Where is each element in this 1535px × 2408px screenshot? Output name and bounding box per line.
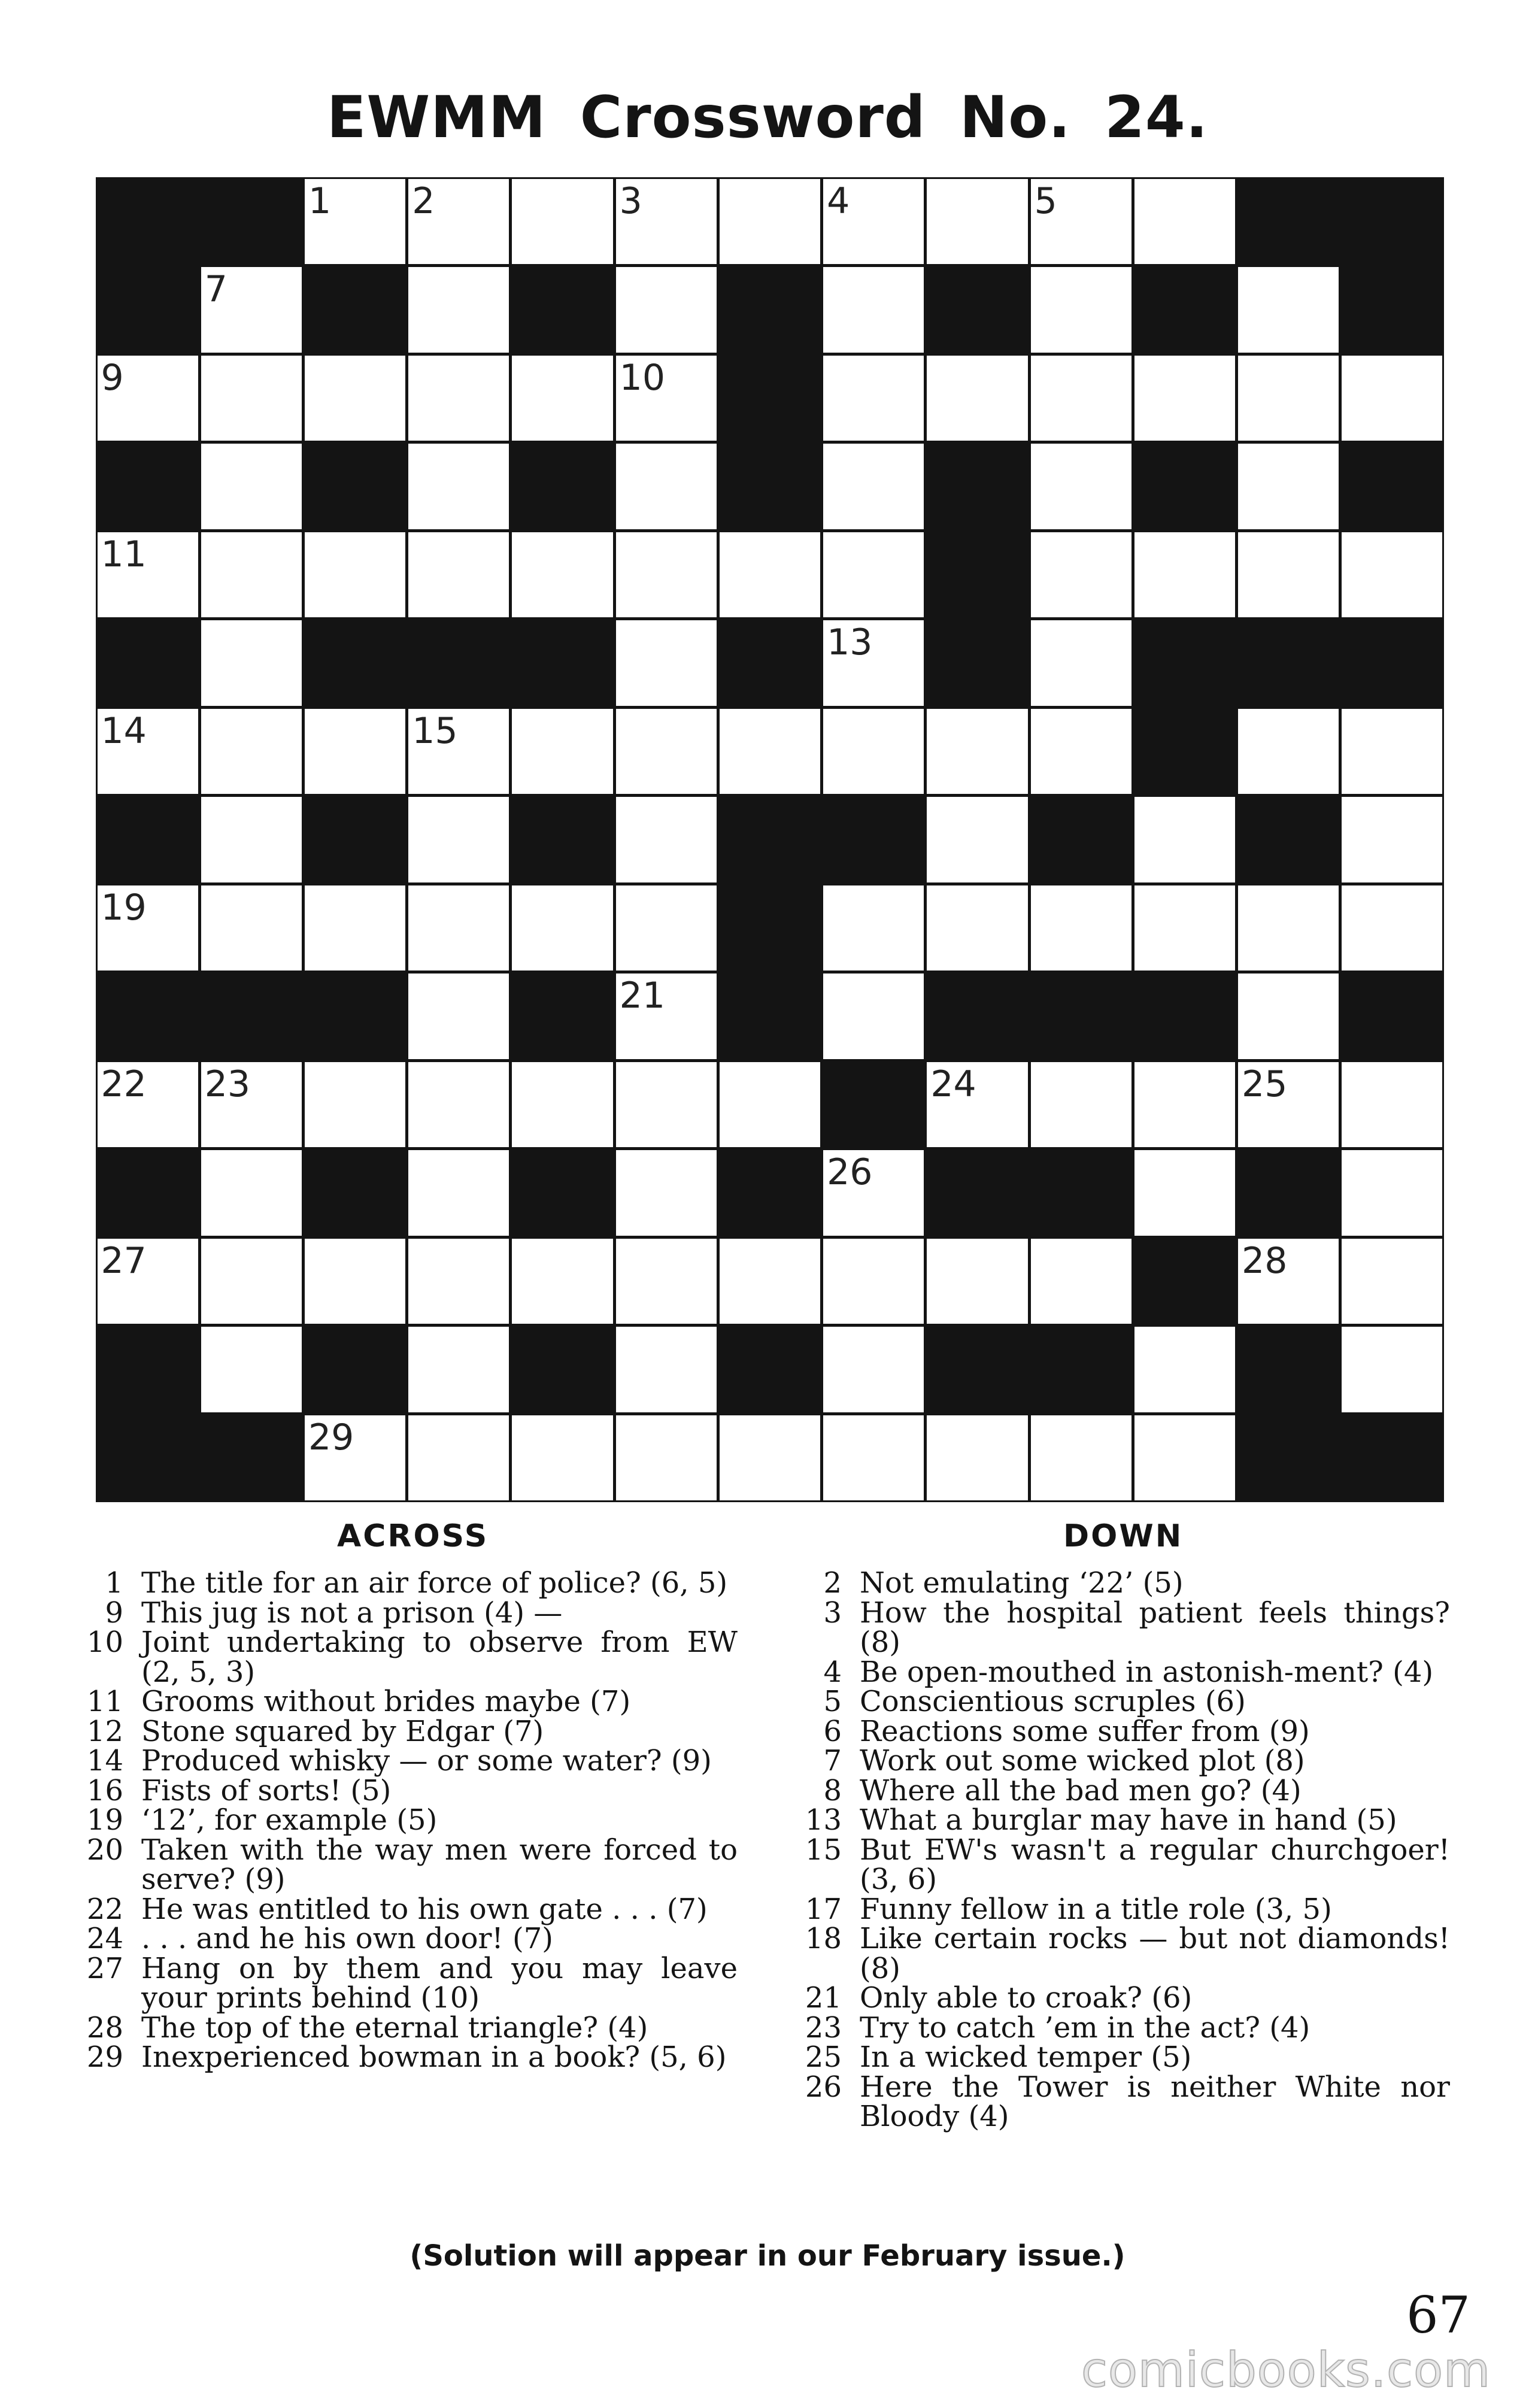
clue-text: Here the Tower is neither White nor Bloody (4): [860, 2070, 1450, 2133]
grid-cell[interactable]: [408, 973, 509, 1059]
grid-cell[interactable]: [1031, 885, 1131, 971]
clue-number: 19: [86, 1803, 123, 1837]
cell-number: 27: [101, 1239, 147, 1282]
grid-cell[interactable]: [98, 356, 198, 441]
cell-number: 9: [101, 356, 124, 399]
clue-number: 9: [105, 1596, 123, 1630]
across-clue: [84, 2010, 738, 2045]
grid-cell[interactable]: [1031, 356, 1131, 441]
grid-cell[interactable]: [98, 709, 198, 794]
down-clue: [802, 1773, 1450, 1807]
grid-cell[interactable]: [1238, 267, 1339, 353]
cell-number: 22: [101, 1063, 147, 1105]
grid-cell[interactable]: [823, 885, 924, 971]
cell-number: 23: [204, 1063, 251, 1105]
grid-cell[interactable]: [1031, 709, 1131, 794]
grid-cell[interactable]: [512, 1239, 612, 1324]
grid-cell[interactable]: [305, 356, 405, 441]
grid-cell[interactable]: [408, 1150, 509, 1236]
grid-cell[interactable]: [408, 532, 509, 618]
grid-cell[interactable]: [408, 709, 509, 794]
grid-cell[interactable]: [512, 179, 612, 265]
clue-text: Try to catch ’em in the act? (4): [860, 2010, 1310, 2045]
grid-cell[interactable]: [201, 620, 302, 706]
clue-text: Stone squared by Edgar (7): [141, 1714, 544, 1748]
cell-number: 13: [827, 621, 873, 664]
grid-cell[interactable]: [512, 356, 612, 441]
grid-cell[interactable]: [1342, 1327, 1442, 1412]
grid-cell[interactable]: [305, 1062, 405, 1148]
grid-cell[interactable]: [98, 532, 198, 618]
grid-cell[interactable]: [512, 532, 612, 618]
grid-cell[interactable]: [1238, 532, 1339, 618]
grid-cell[interactable]: [512, 885, 612, 971]
cell-number: 25: [1242, 1063, 1288, 1105]
clue-number: 11: [86, 1685, 123, 1718]
grid-cell[interactable]: [1134, 179, 1235, 265]
grid-cell[interactable]: [616, 444, 717, 529]
clue-text: Work out some wicked plot (8): [860, 1744, 1305, 1778]
clue-number: 3: [823, 1596, 842, 1630]
grid-cell[interactable]: [201, 1150, 302, 1236]
grid-cell[interactable]: [408, 1239, 509, 1324]
across-clue: [84, 1951, 738, 2015]
clue-text: Taken with the way men were forced to serve? (9): [141, 1833, 738, 1896]
clue-number: 26: [805, 2070, 842, 2104]
grid-cell[interactable]: [201, 532, 302, 618]
clue-number: 1: [105, 1566, 123, 1600]
across-clue: [84, 1746, 738, 1776]
grid-cell[interactable]: [305, 179, 405, 265]
grid-cell[interactable]: [201, 797, 302, 882]
down-clue: [802, 1596, 1450, 1659]
grid-cell[interactable]: [305, 709, 405, 794]
cell-number: 10: [619, 356, 665, 399]
grid-cell[interactable]: [512, 1415, 612, 1501]
grid-cell[interactable]: [408, 797, 509, 882]
grid-cell[interactable]: [512, 1062, 612, 1148]
clue-text: But EW's wasn't a regular churchgoer! (3, 6): [860, 1833, 1450, 1896]
down-clue: [802, 2010, 1450, 2045]
across-clue: [84, 1924, 738, 1954]
grid-cell[interactable]: [408, 179, 509, 265]
across-clue: [84, 1687, 738, 1717]
grid-cell[interactable]: [616, 356, 717, 441]
grid-cell[interactable]: [720, 709, 820, 794]
grid-cell[interactable]: [1031, 179, 1131, 265]
down-clue: [802, 2070, 1450, 2133]
grid-cell[interactable]: [616, 620, 717, 706]
clue-number: 16: [86, 1773, 123, 1807]
across-clue: [84, 1566, 738, 1600]
grid-cell[interactable]: [98, 1062, 198, 1148]
down-clue: [802, 1566, 1450, 1600]
grid-cell[interactable]: [1134, 1062, 1235, 1148]
grid-cell[interactable]: [1342, 1062, 1442, 1148]
down-clue: [802, 1803, 1450, 1837]
clue-number: 13: [805, 1803, 842, 1837]
grid-cell[interactable]: [823, 620, 924, 706]
clue-number: 5: [823, 1685, 842, 1718]
grid-cell[interactable]: [616, 1239, 717, 1324]
grid-cell[interactable]: [823, 267, 924, 353]
clue-number: 6: [823, 1714, 842, 1748]
grid-cell[interactable]: [408, 267, 509, 353]
grid-cell[interactable]: [720, 1239, 820, 1324]
solution-note: (Solution will appear in our February issue.): [409, 2239, 1126, 2273]
grid-cell[interactable]: [1238, 709, 1339, 794]
grid-cell[interactable]: [616, 1062, 717, 1148]
grid-cell[interactable]: [1031, 1062, 1131, 1148]
grid-cell[interactable]: [408, 1062, 509, 1148]
down-clue-list: [802, 1566, 1450, 2133]
clue-number: 27: [86, 1951, 123, 1985]
grid-cell[interactable]: [823, 356, 924, 441]
grid-cell[interactable]: [927, 885, 1027, 971]
down-heading: DOWN: [1063, 1518, 1184, 1554]
grid-cell[interactable]: [1134, 1415, 1235, 1501]
clue-number: 28: [86, 2010, 123, 2045]
clue-text: Be open-mouthed in astonish-ment? (4): [860, 1655, 1434, 1689]
clue-number: 24: [86, 1922, 123, 1955]
clue-text: Funny fellow in a title role (3, 5): [860, 1892, 1332, 1926]
grid-cell[interactable]: [927, 1415, 1027, 1501]
grid-cell[interactable]: [1342, 709, 1442, 794]
clue-number: 4: [823, 1655, 842, 1689]
clue-text: Grooms without brides maybe (7): [141, 1685, 631, 1718]
clue-number: 15: [805, 1833, 842, 1867]
grid-cell[interactable]: [1238, 973, 1339, 1059]
clue-text: How the hospital patient feels things? (8): [860, 1596, 1450, 1659]
cell-number: 4: [827, 180, 850, 222]
down-clue: [802, 2040, 1450, 2074]
cell-number: 14: [101, 709, 147, 752]
clue-text: Hang on by them and you may leave your prints behind (10): [141, 1951, 738, 2015]
clue-text: . . . and he his own door! (7): [141, 1922, 553, 1955]
grid-cell[interactable]: [616, 973, 717, 1059]
grid-cell[interactable]: [1342, 797, 1442, 882]
grid-cell[interactable]: [1134, 532, 1235, 618]
grid-cell[interactable]: [1342, 356, 1442, 441]
grid-cell[interactable]: [201, 885, 302, 971]
cell-number: 29: [308, 1416, 354, 1458]
clue-number: 25: [805, 2040, 842, 2074]
grid-cell[interactable]: [927, 356, 1027, 441]
grid-cell[interactable]: [1342, 885, 1442, 971]
down-clue: [802, 1655, 1450, 1689]
down-clue: [802, 1833, 1450, 1896]
grid-cell[interactable]: [1134, 1327, 1235, 1412]
grid-cell[interactable]: [1031, 267, 1131, 353]
clue-number: 21: [805, 1981, 842, 2015]
cell-number: 7: [204, 268, 227, 311]
clue-text: Conscientious scruples (6): [860, 1685, 1246, 1718]
grid-cell[interactable]: [408, 885, 509, 971]
grid-cell[interactable]: [927, 797, 1027, 882]
grid-cell[interactable]: [616, 179, 717, 265]
grid-cell[interactable]: [1134, 797, 1235, 882]
grid-cell[interactable]: [1342, 532, 1442, 618]
clue-number: 12: [86, 1714, 123, 1748]
down-clue: [802, 1924, 1450, 1984]
clue-text: Joint undertaking to observe from EW (2, 5, 3): [141, 1625, 738, 1689]
grid-cell[interactable]: [98, 1239, 198, 1324]
cell-number: 26: [827, 1151, 873, 1194]
grid-cell[interactable]: [616, 709, 717, 794]
clue-number: 10: [86, 1625, 123, 1659]
down-clue: [802, 1981, 1450, 2015]
grid-cell[interactable]: [1238, 444, 1339, 529]
grid-cell[interactable]: [1134, 356, 1235, 441]
grid-cell[interactable]: [1238, 1062, 1339, 1148]
grid-cell[interactable]: [201, 709, 302, 794]
grid-cell[interactable]: [201, 356, 302, 441]
clue-number: 29: [86, 2040, 123, 2074]
cell-number: 1: [308, 180, 332, 222]
clue-number: 18: [805, 1922, 842, 1955]
clue-text: The title for an air force of police? (6, 5): [141, 1566, 728, 1600]
grid-cell[interactable]: [823, 1327, 924, 1412]
cell-number: 19: [101, 886, 147, 929]
clue-number: 14: [86, 1744, 123, 1778]
cell-number: 5: [1034, 180, 1057, 222]
down-clue: [802, 1892, 1450, 1926]
grid-cell[interactable]: [1134, 885, 1235, 971]
crossword-grid: [96, 177, 1444, 1502]
grid-cell[interactable]: [720, 179, 820, 265]
grid-cell[interactable]: [201, 1062, 302, 1148]
grid-cell[interactable]: [408, 444, 509, 529]
grid-cell[interactable]: [305, 1415, 405, 1501]
grid-cell[interactable]: [823, 1415, 924, 1501]
grid-cell[interactable]: [201, 1327, 302, 1412]
grid-cell[interactable]: [927, 1062, 1027, 1148]
clue-number: 7: [823, 1744, 842, 1778]
grid-cell[interactable]: [408, 1415, 509, 1501]
grid-cell[interactable]: [720, 532, 820, 618]
clue-text: Only able to croak? (6): [860, 1981, 1193, 2015]
clue-text: Not emulating ‘22’ (5): [860, 1566, 1184, 1600]
grid-cell[interactable]: [98, 885, 198, 971]
grid-cell[interactable]: [201, 444, 302, 529]
grid-cell[interactable]: [616, 1150, 717, 1236]
clue-number: 23: [805, 2010, 842, 2045]
grid-cell[interactable]: [1031, 620, 1131, 706]
grid-cell[interactable]: [616, 885, 717, 971]
across-clue-list: [84, 1566, 738, 2074]
cell-number: 21: [619, 975, 665, 1017]
grid-cell[interactable]: [1238, 885, 1339, 971]
clue-number: 2: [823, 1566, 842, 1600]
grid-cell[interactable]: [201, 1239, 302, 1324]
clue-number: 22: [86, 1892, 123, 1926]
grid-cell[interactable]: [305, 885, 405, 971]
grid-cell[interactable]: [823, 179, 924, 265]
across-clue: [84, 1773, 738, 1807]
grid-cell[interactable]: [305, 1239, 405, 1324]
grid-cell[interactable]: [1342, 1239, 1442, 1324]
grid-cell[interactable]: [616, 532, 717, 618]
grid-cell[interactable]: [408, 356, 509, 441]
cell-number: 28: [1242, 1239, 1288, 1282]
grid-cell[interactable]: [616, 267, 717, 353]
grid-cell[interactable]: [823, 973, 924, 1059]
cell-number: 11: [101, 533, 147, 575]
across-clue: [84, 1803, 738, 1837]
grid-cell[interactable]: [1031, 444, 1131, 529]
clue-text: Inexperienced bowman in a book? (5, 6): [141, 2040, 727, 2074]
down-clue: [802, 1714, 1450, 1748]
grid-cell[interactable]: [1342, 1150, 1442, 1236]
clue-number: 8: [823, 1773, 842, 1807]
page-title: EWMM Crossword No. 24.: [326, 84, 1209, 151]
grid-cell[interactable]: [512, 709, 612, 794]
clue-text: ‘12’, for example (5): [141, 1803, 438, 1837]
grid-cell[interactable]: [823, 444, 924, 529]
cell-number: 3: [619, 180, 642, 222]
grid-cell[interactable]: [927, 709, 1027, 794]
grid-cell[interactable]: [823, 709, 924, 794]
grid-cell[interactable]: [720, 1062, 820, 1148]
across-heading: ACROSS: [337, 1518, 489, 1554]
clue-number: 17: [805, 1892, 842, 1926]
clue-text: What a burglar may have in hand (5): [860, 1803, 1397, 1837]
grid-cell[interactable]: [823, 1239, 924, 1324]
grid-cell[interactable]: [720, 1415, 820, 1501]
grid-cell[interactable]: [927, 1239, 1027, 1324]
across-clue: [84, 1625, 738, 1689]
down-clue: [802, 1746, 1450, 1776]
grid-cell[interactable]: [616, 797, 717, 882]
grid-cell[interactable]: [616, 1415, 717, 1501]
grid-cell[interactable]: [616, 1327, 717, 1412]
clue-text: Fists of sorts! (5): [141, 1773, 392, 1807]
grid-cell[interactable]: [927, 179, 1027, 265]
grid-cell[interactable]: [305, 532, 405, 618]
clue-text: Where all the bad men go? (4): [860, 1773, 1302, 1807]
across-clue: [84, 1714, 738, 1748]
grid-cell[interactable]: [1134, 1150, 1235, 1236]
grid-cell[interactable]: [1238, 356, 1339, 441]
across-clue: [84, 1596, 738, 1630]
grid-cell[interactable]: [1031, 1415, 1131, 1501]
cell-number: 15: [412, 709, 458, 752]
grid-cell[interactable]: [823, 1150, 924, 1236]
grid-cell[interactable]: [823, 532, 924, 618]
clue-text: Reactions some suffer from (9): [860, 1714, 1310, 1748]
grid-cell[interactable]: [201, 267, 302, 353]
across-clue: [84, 2040, 738, 2074]
grid-cell[interactable]: [408, 1327, 509, 1412]
page-number: 67: [1406, 2286, 1470, 2345]
across-clue: [84, 1833, 738, 1896]
clue-text: The top of the eternal triangle? (4): [141, 2010, 648, 2045]
clue-text: He was entitled to his own gate . . . (7): [141, 1892, 708, 1926]
cell-number: 24: [930, 1063, 976, 1105]
grid-cell[interactable]: [1031, 1239, 1131, 1324]
grid-cell[interactable]: [1238, 1239, 1339, 1324]
clue-number: 20: [86, 1833, 123, 1867]
clue-text: In a wicked temper (5): [860, 2040, 1192, 2074]
watermark: comicbooks.com: [1081, 2342, 1491, 2398]
clue-text: Like certain rocks — but not diamonds! (8): [860, 1922, 1450, 1985]
clue-text: Produced whisky — or some water? (9): [141, 1744, 712, 1778]
clue-text: This jug is not a prison (4) —: [141, 1596, 563, 1630]
down-clue: [802, 1687, 1450, 1717]
grid-cell[interactable]: [1031, 532, 1131, 618]
across-clue: [84, 1892, 738, 1926]
cell-number: 2: [412, 180, 435, 222]
